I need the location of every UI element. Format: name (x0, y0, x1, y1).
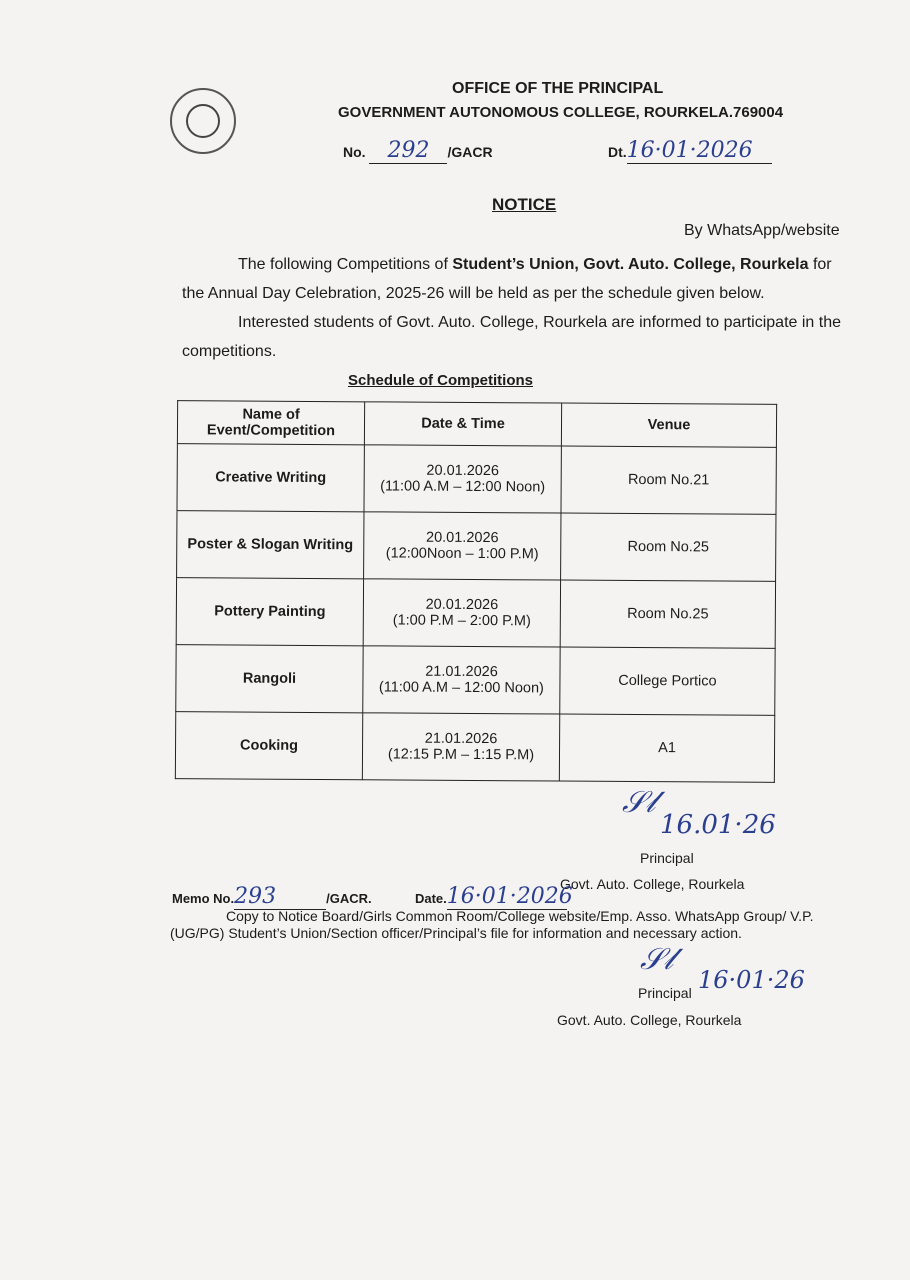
event-venue: Room No.25 (561, 513, 776, 581)
table-header-row (177, 401, 776, 448)
paragraph-1 (182, 250, 842, 308)
memo-suffix: /GACR. (326, 891, 372, 906)
memo-line (172, 884, 573, 910)
event-datetime (362, 713, 559, 781)
event-date: 20.01.2026 (425, 529, 499, 547)
notice-number-value: 292 (369, 138, 447, 164)
header-venue: Venue (561, 403, 776, 447)
paragraph-1-bold: Student’s Union, Govt. Auto. College, Rourkela (452, 256, 809, 273)
copy-to-text (170, 908, 850, 942)
principal-signature: 𝒮𝓁 (622, 785, 656, 820)
memo-label: Memo No. (172, 891, 235, 906)
schedule-title: Schedule of Competitions (348, 372, 534, 389)
table-row (176, 578, 775, 649)
event-name: Rangoli (176, 645, 363, 713)
header-datetime: Date & Time (364, 402, 561, 446)
event-date: 21.01.2026 (424, 730, 498, 748)
notice-channel: By WhatsApp/website (684, 222, 840, 239)
table-row (177, 444, 776, 515)
principal-signature-2: 𝒮𝓁 (640, 942, 674, 977)
event-datetime (364, 512, 561, 580)
event-datetime (364, 445, 561, 513)
event-time: (12:00Noon – 1:00 P.M) (385, 545, 539, 563)
notice-number (343, 138, 493, 164)
event-venue: Room No.21 (561, 446, 776, 514)
event-venue: College Portico (560, 647, 775, 715)
notice-date (608, 138, 772, 164)
event-time: (1:00 P.M – 2:00 P.M) (392, 612, 531, 630)
paragraph-1-rest: for the Annual Day Celebration, 2025-26 will be held as per the schedule given below. (182, 256, 832, 302)
event-datetime (363, 646, 560, 714)
event-name: Pottery Painting (176, 578, 363, 646)
event-name: Cooking (175, 712, 362, 780)
paragraph-1-text: The following Competitions of (238, 256, 453, 273)
event-date: 21.01.2026 (425, 663, 498, 681)
schedule-table (175, 400, 777, 783)
table-row (176, 645, 775, 716)
event-time: (11:00 A.M – 12:00 Noon) (378, 679, 544, 697)
paragraph-2 (182, 308, 842, 366)
memo-date-label: Date. (414, 891, 447, 906)
event-date: 20.01.2026 (425, 596, 499, 614)
notice-body (182, 250, 842, 366)
copy-to-content: Copy to Notice Board/Girls Common Room/College website/Emp. Asso. WhatsApp Group/ V.P. (UG/PG) Student’s Union/Section officer/Principal’s file for information and necessary action. (170, 908, 814, 941)
table-row (177, 511, 776, 582)
memo-number: 293 (234, 884, 326, 910)
principal-title: Principal (640, 850, 694, 866)
notice-number-suffix: /GACR (447, 144, 493, 160)
office-title: OFFICE OF THE PRINCIPAL (452, 80, 664, 97)
notice-date-label: Dt. (608, 144, 627, 160)
notice-title: NOTICE (492, 195, 557, 214)
notice-date-value: 16·01·2026 (627, 138, 772, 164)
principal-org: Govt. Auto. College, Rourkela (560, 876, 745, 892)
event-name: Creative Writing (177, 444, 364, 512)
notice-number-label: No. (343, 144, 366, 160)
event-time: (12:15 P.M – 1:15 P.M) (387, 746, 535, 764)
event-venue: Room No.25 (560, 580, 775, 648)
event-datetime (363, 579, 560, 647)
signature-date: 16.01·26 (660, 810, 776, 840)
principal-title-2: Principal (638, 985, 692, 1001)
college-seal-icon (170, 88, 236, 154)
signature-date-2: 16·01·26 (698, 966, 805, 994)
table-row (175, 712, 774, 783)
memo-date: 16·01·2026 (446, 884, 573, 909)
paragraph-2-text: Interested students of Govt. Auto. College, Rourkela are informed to participate in the competitions. (182, 314, 842, 360)
event-time: (11:00 A.M – 12:00 Noon) (380, 478, 546, 496)
college-name: GOVERNMENT AUTONOMOUS COLLEGE, ROURKELA.769004 (338, 104, 784, 121)
principal-org-2: Govt. Auto. College, Rourkela (557, 1012, 742, 1028)
event-date: 20.01.2026 (426, 462, 500, 480)
event-venue: A1 (559, 714, 774, 782)
event-name: Poster & Slogan Writing (177, 511, 364, 579)
header-event: Name of Event/Competition (177, 401, 364, 445)
